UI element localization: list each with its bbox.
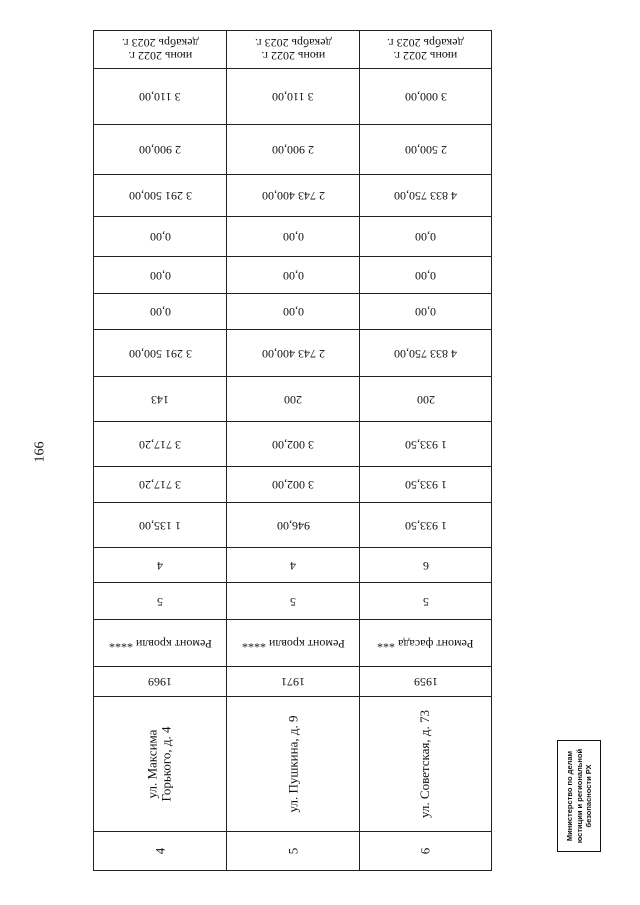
- cell-c5: 5: [360, 583, 492, 620]
- cell-c16: 2 500,00: [360, 125, 492, 175]
- address-row: [94, 697, 492, 832]
- page-number: 166: [32, 441, 48, 463]
- cell-c7: 946,00: [227, 503, 360, 548]
- cell-c14: 0,00: [94, 217, 227, 257]
- cell-c10: 143: [94, 377, 227, 422]
- cell-c7: 1 933,50: [360, 503, 492, 548]
- cell-c11: 3 291 500,00: [94, 330, 227, 377]
- cell-c11: 4 833 750,00: [360, 330, 492, 377]
- cell-c11: 2 743 400,00: [227, 330, 360, 377]
- cell-c10: 200: [360, 377, 492, 422]
- cell-c8: 3 717,20: [94, 467, 227, 503]
- cell-period: июнь 2022 г. декабрь 2023 г.: [227, 31, 360, 69]
- cell-c15: 2 743 400,00: [227, 175, 360, 217]
- cell-period: июнь 2022 г. декабрь 2023 г.: [360, 31, 492, 69]
- cell-c10: 200: [227, 377, 360, 422]
- data-row: [94, 422, 492, 467]
- ministry-stamp: [557, 740, 601, 852]
- cell-address: ул. Пушкина, д. 9: [227, 697, 360, 832]
- cell-c7: 1 135,00: [94, 503, 227, 548]
- cell-c16: 2 900,00: [227, 125, 360, 175]
- cell-c6: 6: [360, 548, 492, 583]
- cell-c8: 1 933,50: [360, 467, 492, 503]
- cell-c14: 0,00: [227, 217, 360, 257]
- year-row: [94, 667, 492, 697]
- cell-c15: 4 833 750,00: [360, 175, 492, 217]
- data-row: [94, 257, 492, 294]
- cell-c17: 3 110,00: [94, 69, 227, 125]
- cell-c12: 0,00: [94, 294, 227, 330]
- cell-c13: 0,00: [94, 257, 227, 294]
- data-row: [94, 377, 492, 422]
- data-row: [94, 217, 492, 257]
- period-row: [94, 31, 492, 69]
- data-row: [94, 583, 492, 620]
- cell-work-type: Ремонт кровли ****: [94, 620, 227, 667]
- cell-year: 1971: [227, 667, 360, 697]
- cell-c17: 3 000,00: [360, 69, 492, 125]
- stamp-text: Министерство по делам юстиции и региональной безопасности РХ: [564, 748, 593, 844]
- repair-program-table: [93, 30, 492, 871]
- cell-row-number: 4: [94, 832, 227, 871]
- cell-c9: 3 717,20: [94, 422, 227, 467]
- data-row: [94, 175, 492, 217]
- cell-address: ул. Максима Горького, д. 4: [94, 697, 227, 832]
- data-row: [94, 548, 492, 583]
- cell-c9: 3 002,00: [227, 422, 360, 467]
- data-row: [94, 467, 492, 503]
- cell-work-type: Ремонт кровли ****: [227, 620, 360, 667]
- cell-work-type: Ремонт фасада ***: [360, 620, 492, 667]
- cell-year: 1959: [360, 667, 492, 697]
- data-row: [94, 125, 492, 175]
- data-row: [94, 503, 492, 548]
- cell-c6: 4: [94, 548, 227, 583]
- cell-period: июнь 2022 г. декабрь 2023 г.: [94, 31, 227, 69]
- cell-c12: 0,00: [360, 294, 492, 330]
- data-row: [94, 69, 492, 125]
- cell-c6: 4: [227, 548, 360, 583]
- number-row: [94, 832, 492, 871]
- cell-c5: 5: [94, 583, 227, 620]
- cell-c5: 5: [227, 583, 360, 620]
- cell-c17: 3 110,00: [227, 69, 360, 125]
- cell-year: 1969: [94, 667, 227, 697]
- cell-c12: 0,00: [227, 294, 360, 330]
- cell-c8: 3 002,00: [227, 467, 360, 503]
- cell-row-number: 6: [360, 832, 492, 871]
- work-type-row: [94, 620, 492, 667]
- cell-c9: 1 933,50: [360, 422, 492, 467]
- cell-c13: 0,00: [227, 257, 360, 294]
- cell-c16: 2 900,00: [94, 125, 227, 175]
- data-row: [94, 294, 492, 330]
- cell-row-number: 5: [227, 832, 360, 871]
- cell-address: ул. Советская, д. 73: [360, 697, 492, 832]
- cell-c14: 0,00: [360, 217, 492, 257]
- cell-c13: 0,00: [360, 257, 492, 294]
- data-row: [94, 330, 492, 377]
- cell-c15: 3 291 500,00: [94, 175, 227, 217]
